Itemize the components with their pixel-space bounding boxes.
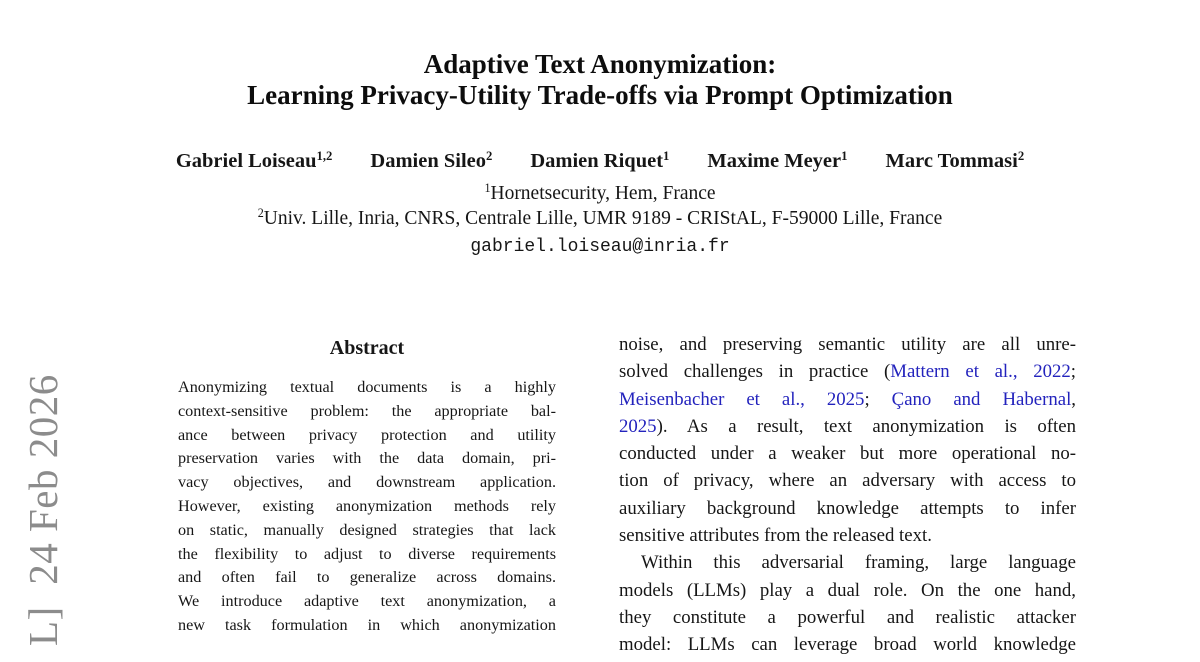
body-text-line: models (LLMs) play a dual role. On the one hand,: [619, 579, 1076, 601]
author: Marc Tommasi$^2$: [885, 149, 1025, 172]
author-affil-marker: 2: [1017, 149, 1025, 164]
body-text-line: Within this adversarial framing, large language: [641, 552, 1076, 574]
title-line-2: Learning Privacy-Utility Trade-offs via Prompt Optimization: [247, 80, 953, 110]
affiliation-2: $^2$Univ. Lille, Inria, CNRS, Centrale Lille, UMR 9189 - CRIStAL, F-59000 Lille, France: [257, 206, 943, 229]
body-text-line: solved challenges in practice (Mattern et al., 2022;: [619, 361, 1076, 383]
abstract-line: However, existing anonymization methods rely: [178, 496, 556, 515]
abstract-line: preservation varies with the data domain, pri-: [178, 449, 556, 468]
body-text-line: conducted under a weaker but more operational no-: [619, 443, 1076, 465]
body-text-line: Meisenbacher et al., 2025; Çano and Habernal,: [619, 388, 1076, 410]
abstract-line: We introduce adaptive text anonymization, a: [178, 592, 556, 611]
author-list: [0, 150, 1200, 173]
abstract-heading: Abstract: [329, 337, 405, 359]
body-text-line: they constitute a powerful and realistic attacker: [619, 606, 1076, 628]
abstract-body: [178, 378, 556, 640]
author: Gabriel Loiseau$^{1,2}$: [175, 149, 333, 172]
author: Maxime Meyer$^1$: [707, 149, 848, 172]
author-affil-marker: 2: [485, 149, 493, 164]
citation-link[interactable]: Çano and Habernal: [891, 388, 1072, 410]
affiliation-1: $^1$Hornetsecurity, Hem, France: [484, 181, 716, 204]
body-text-line: 2025). As a result, text anonymization is often: [619, 415, 1076, 437]
citation-link[interactable]: Mattern et al., 2022: [890, 361, 1071, 383]
abstract-line: Anonymizing textual documents is a highly: [178, 378, 556, 396]
body-column-right: [619, 334, 1076, 662]
title-line-1: Adaptive Text Anonymization:: [423, 49, 777, 79]
author-affil-marker: 1: [663, 149, 670, 164]
paper-title: [0, 49, 1200, 111]
contact-email: gabriel.loiseau@inria.fr: [470, 237, 730, 257]
author-affil-marker: 1: [841, 149, 848, 164]
arxiv-watermark: L] 24 Feb 2026: [20, 374, 66, 646]
body-text-line: noise, and preserving semantic utility are all unre-: [619, 334, 1076, 355]
abstract-line: context-sensitive problem: the appropriate bal-: [178, 401, 556, 420]
abstract-line: vacy objectives, and downstream application.: [178, 473, 556, 492]
abstract-line: ance between privacy protection and utility: [178, 425, 556, 444]
body-text-line: auxiliary background knowledge attempts to infer: [619, 497, 1076, 519]
body-text-line-clipped: model: LLMs can leverage broad world knowledge: [619, 634, 1076, 656]
abstract-line: and often fail to generalize across domains.: [178, 568, 556, 587]
abstract-line: the flexibility to adjust to diverse requirements: [178, 544, 556, 563]
body-text-line: sensitive attributes from the released text.: [619, 525, 932, 547]
citation-link[interactable]: Meisenbacher et al., 2025: [619, 388, 865, 410]
abstract-line: new task formulation in which anonymization: [178, 615, 556, 634]
author: Damien Riquet$^1$: [530, 149, 670, 172]
author: Damien Sileo$^2$: [370, 149, 493, 172]
author-affil-marker: 1,2: [316, 149, 333, 164]
abstract-line: on static, manually designed strategies that lack: [178, 520, 556, 539]
body-text-line: tion of privacy, where an adversary with access to: [619, 470, 1076, 492]
citation-link[interactable]: 2025: [619, 415, 657, 437]
